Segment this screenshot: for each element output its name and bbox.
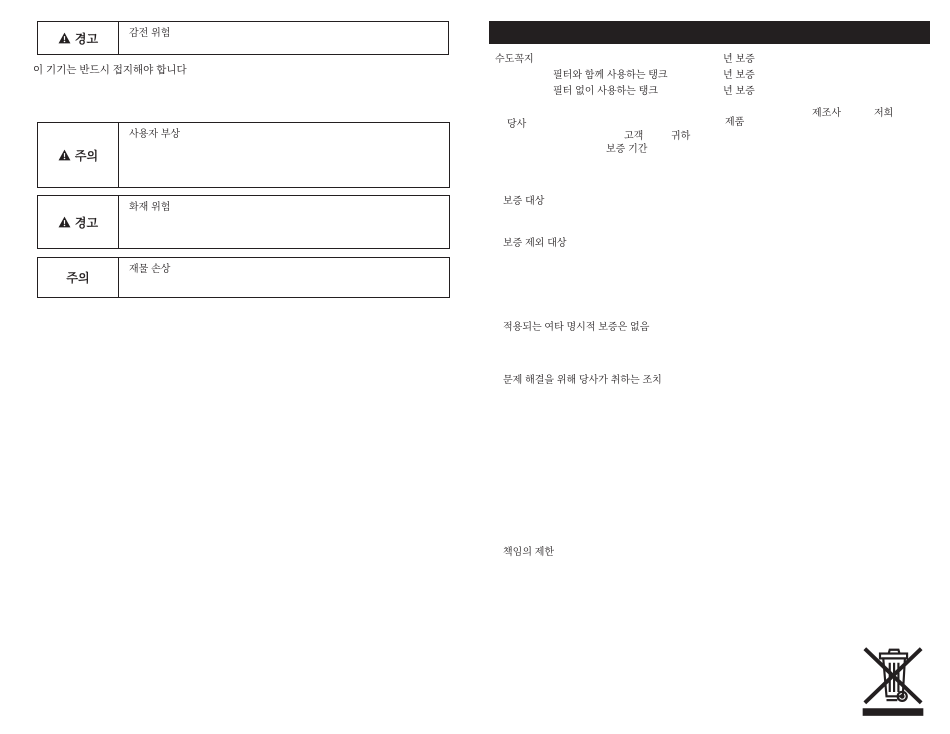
warning-triangle-icon [58, 32, 71, 44]
product-label: 제품 [725, 117, 745, 128]
section-title-coverage: 보증 대상 [503, 196, 545, 207]
warranty-period-label: 보증 기간 [606, 144, 648, 155]
hazard-text: 감전 위험 [129, 28, 171, 39]
safety-box-label: 주의 [66, 271, 90, 285]
we-label: 저희 [874, 108, 894, 119]
warranty-item-name: 필터 없이 사용하는 탱크 [553, 86, 658, 97]
warning-triangle-icon [58, 216, 71, 228]
warranty-section-header-bar [489, 21, 930, 44]
warranty-item-name: 필터와 함께 사용하는 탱크 [553, 70, 668, 81]
hazard-text: 재물 손상 [129, 264, 171, 275]
customer-label: 고객 [624, 131, 644, 142]
you-label: 귀하 [671, 131, 691, 142]
hazard-text: 사용자 부상 [129, 129, 181, 140]
section-title-no-other-warranty: 적용되는 여타 명시적 보증은 없음 [503, 322, 650, 333]
company-label: 당사 [507, 119, 527, 130]
safety-box-user-injury [37, 122, 450, 188]
warranty-item-term: 년 보증 [723, 70, 755, 81]
manufacturer-label: 제조사 [812, 108, 841, 119]
safety-box-property-damage [37, 257, 450, 298]
safety-box-label-cell [38, 123, 119, 187]
safety-box-fire-hazard [37, 195, 450, 249]
safety-box-label: 경고 [74, 215, 99, 230]
warranty-item-name: 수도꼭지 [495, 54, 534, 65]
grounding-note: 이 기기는 반드시 접지해야 합니다 [33, 64, 187, 76]
section-title-liability-limit: 책임의 제한 [503, 547, 555, 558]
section-title-remedies: 문제 해결을 위해 당사가 취하는 조치 [503, 375, 662, 386]
safety-box-label: 경고 [74, 31, 99, 46]
safety-box-label-cell [38, 22, 119, 54]
safety-box-electric-shock [37, 21, 449, 55]
weee-crossed-out-bin-icon [858, 640, 928, 718]
hazard-text: 화재 위험 [129, 202, 171, 213]
safety-box-label-cell [38, 258, 119, 297]
section-title-exclusions: 보증 제외 대상 [503, 238, 567, 249]
warning-triangle-icon [58, 149, 71, 161]
safety-box-label-cell [38, 196, 119, 248]
safety-box-label: 주의 [74, 148, 99, 163]
warranty-item-term: 년 보증 [723, 86, 755, 97]
warranty-item-term: 년 보증 [723, 54, 755, 65]
